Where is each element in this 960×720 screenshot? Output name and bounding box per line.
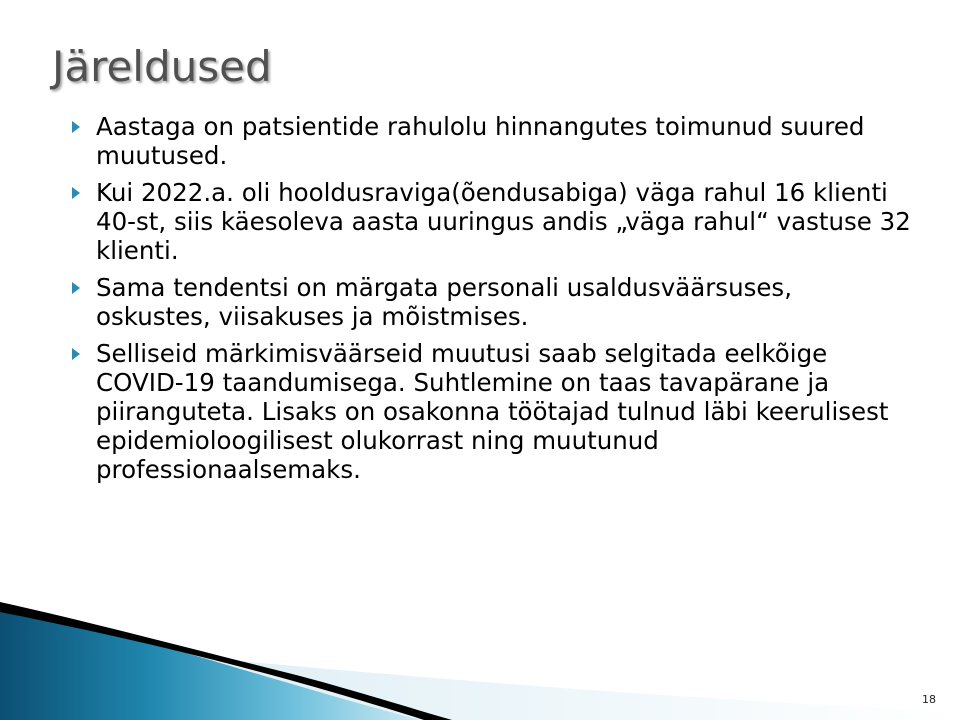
bullet-text: Selliseid märkimisväärseid muutusi saab selgitada eelkõige COVID-19 taandumisega. Suhtlemine on taas tavapärane ja piiranguteta. Lisaks on osakonna töötajad tulnud läbi keerulisest epidemioloogilisest olukorrast ning muutunud professionaalsemaks. <box>96 339 889 484</box>
bullet-text: Sama tendentsi on märgata personali usaldusväärsuses, oskustes, viisakuses ja mõistmises. <box>96 273 792 331</box>
page-number: 18 <box>922 693 936 706</box>
bullet-text: Kui 2022.a. oli hooldusraviga(õendusabiga) väga rahul 16 klienti 40-st, siis käesoleva aasta uuringus andis „väga rahul“ vastuse 32 klienti. <box>96 178 911 265</box>
slide-title: Järeldused <box>52 42 272 91</box>
bullet-text: Aastaga on patsientide rahulolu hinnangutes toimunud suured muutused. <box>96 112 865 170</box>
